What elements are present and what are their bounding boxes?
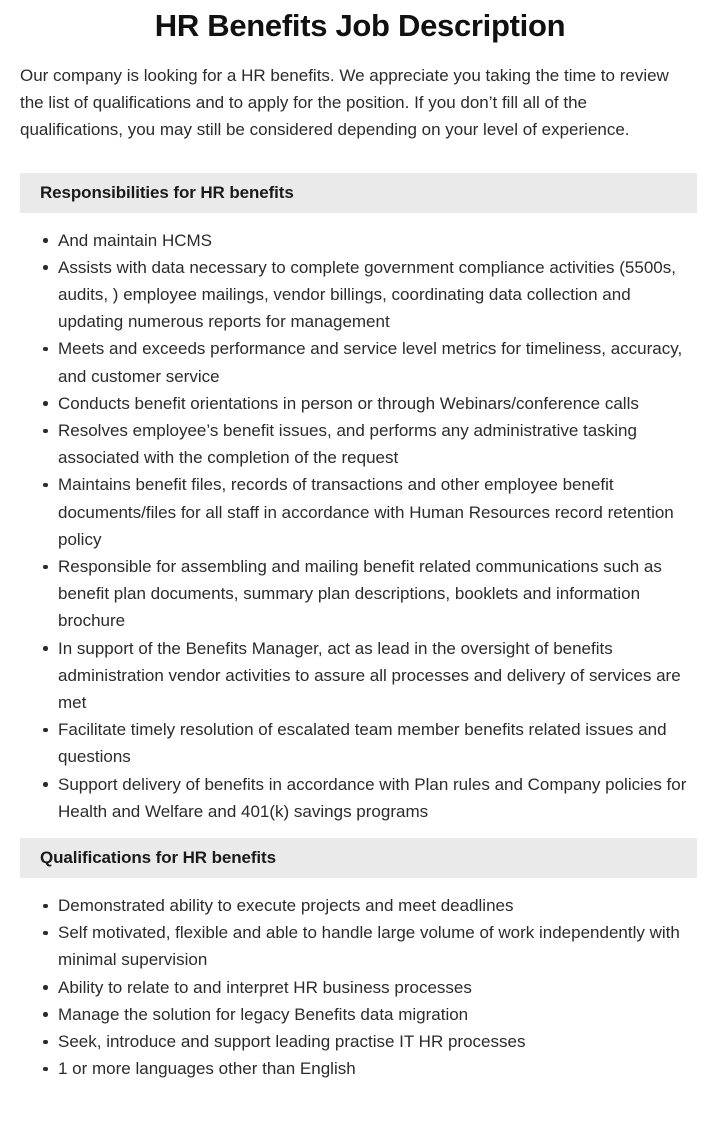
list-item: Meets and exceeds performance and service level metrics for timeliness, accuracy, and customer service — [0, 335, 698, 389]
list-item: Maintains benefit files, records of transactions and other employee benefit documents/files for all staff in accordance with Human Resources record retention policy — [0, 471, 698, 553]
list-item: Facilitate timely resolution of escalated team member benefits related issues and questions — [0, 716, 698, 770]
list-item: Self motivated, flexible and able to handle large volume of work independently with minimal supervision — [0, 919, 698, 973]
list-item: Support delivery of benefits in accordance with Plan rules and Company policies for Health and Welfare and 401(k) savings programs — [0, 771, 698, 825]
page-title: HR Benefits Job Description — [154, 8, 566, 43]
section-header-qualifications-label: Qualifications for HR benefits — [40, 848, 276, 868]
list-item: Ability to relate to and interpret HR business processes — [0, 974, 698, 1001]
responsibilities-list — [0, 227, 720, 825]
list-item: Manage the solution for legacy Benefits data migration — [0, 1001, 698, 1028]
spacer — [0, 213, 720, 227]
list-item: In support of the Benefits Manager, act as lead in the oversight of benefits administration vendor activities to assure all processes and delivery of services are met — [0, 635, 698, 717]
spacer — [0, 156, 720, 173]
list-item: Responsible for assembling and mailing benefit related communications such as benefit plan documents, summary plan descriptions, booklets and information brochure — [0, 553, 698, 635]
list-item: Demonstrated ability to execute projects and meet deadlines — [0, 892, 698, 919]
list-item: And maintain HCMS — [0, 227, 698, 254]
list-item: Seek, introduce and support leading practise IT HR processes — [0, 1028, 698, 1055]
list-item: Resolves employee’s benefit issues, and performs any administrative tasking associated with the completion of the request — [0, 417, 698, 471]
list-item: Conducts benefit orientations in person or through Webinars/conference calls — [0, 390, 698, 417]
section-header-responsibilities — [20, 173, 697, 213]
section-qualifications — [0, 838, 720, 1082]
intro-paragraph: Our company is looking for a HR benefits. We appreciate you taking the time to review the list of qualifications and to apply for the position. If you don’t fill all of the qualifications, you may still be considered depending on your level of experience. — [20, 66, 669, 140]
section-header-qualifications — [20, 838, 697, 878]
list-item: 1 or more languages other than English — [0, 1055, 698, 1082]
section-responsibilities — [0, 156, 720, 825]
spacer — [0, 878, 720, 892]
qualifications-list — [0, 892, 720, 1082]
list-item: Assists with data necessary to complete government compliance activities (5500s, audits, ) employee mailings, vendor billings, coordinating data collection and updating numerous reports for management — [0, 254, 698, 336]
section-header-responsibilities-label: Responsibilities for HR benefits — [40, 182, 294, 202]
